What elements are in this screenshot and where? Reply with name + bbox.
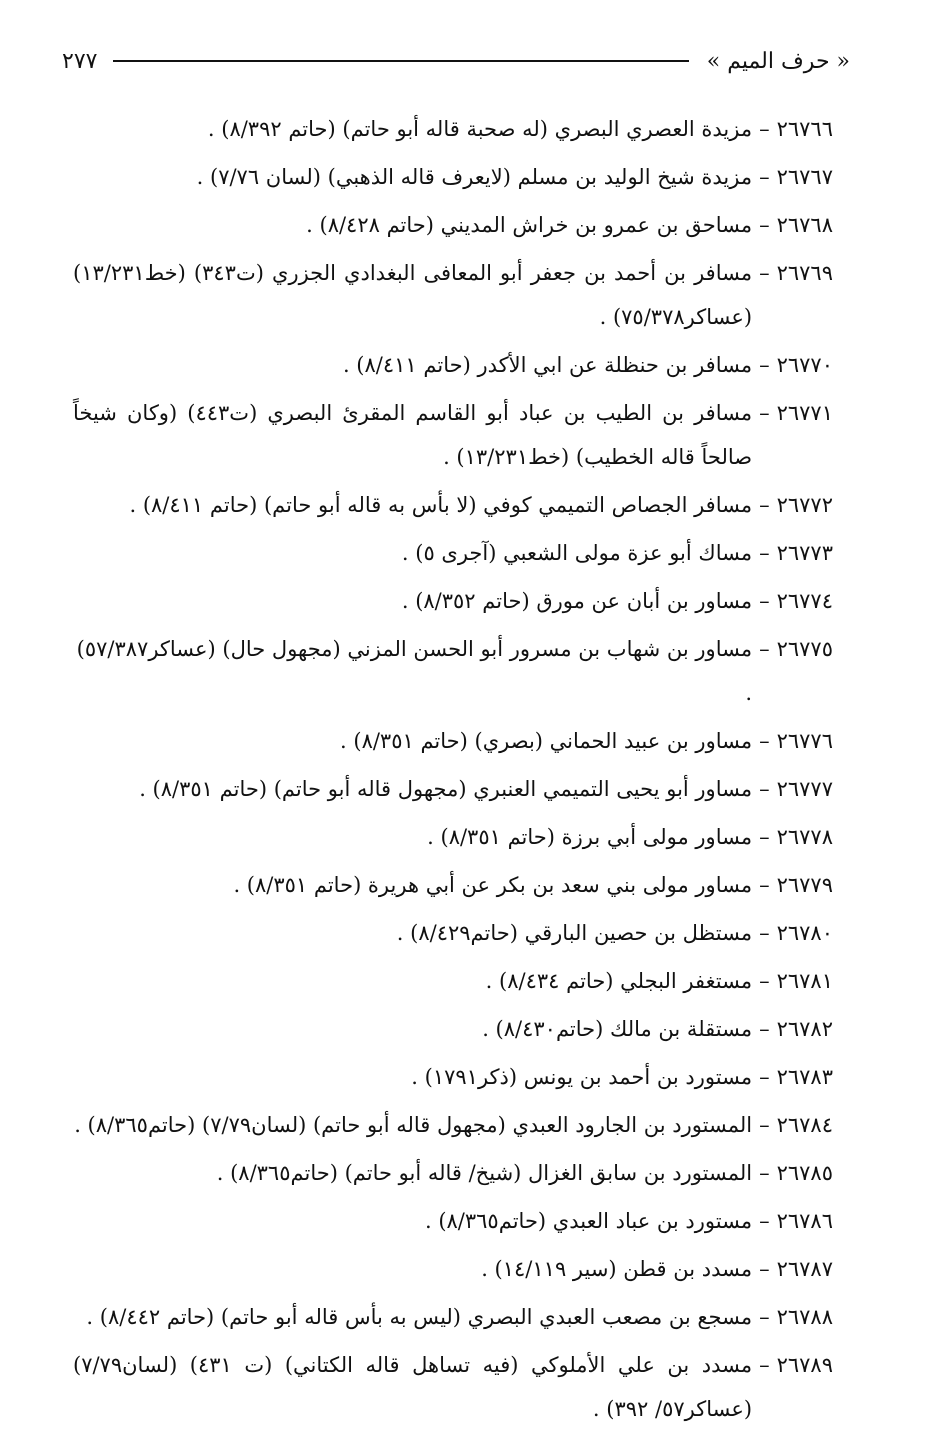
entry-dash: – [759,1113,770,1137]
entry-dash: – [759,261,770,285]
entry-text: مستغفر البجلي (حاتم ٨/٤٣٤) . [485,969,753,993]
entry-text: مسافر الجصاص التميمي كوفي (لا بأس به قاله أبو حاتم) (حاتم ٨/٤١١) . [129,493,753,517]
entry-number: ٢٦٧٨٧ [776,1257,833,1281]
page-number: ٢٧٧ [62,48,98,74]
entry-number: ٢٦٧٨٠ [776,921,833,945]
entry-number: ٢٦٧٧٩ [776,873,833,897]
entry-number: ٢٦٧٦٦ [776,117,833,141]
entry-text: مساور بن عبيد الحماني (بصري) (حاتم ٨/٣٥١) . [340,729,753,753]
entry-number: ٢٦٧٨٢ [776,1017,833,1041]
entry-dash: – [759,729,770,753]
entry [73,1204,833,1243]
entry-dash: – [759,1257,770,1281]
entry-number: ٢٦٧٨٩ [776,1353,833,1377]
entry-text: مزيدة شيخ الوليد بن مسلم (لايعرف قاله الذهبي) (لسان ٧/٧٦) . [196,165,753,189]
entry [73,1060,833,1099]
entry-number: ٢٦٧٧٧ [776,777,833,801]
entry-text: مساور بن شهاب بن مسرور أبو الحسن المزني (مجهول حال) (عساكر٥٧/٣٨٧) . [76,637,753,705]
entry-dash: – [759,1017,770,1041]
entry-number: ٢٦٧٨٦ [776,1209,833,1233]
entry [73,772,833,811]
entry-dash: – [759,213,770,237]
entry-text: مستورد بن أحمد بن يونس (ذكر١٧٩١) . [411,1065,753,1089]
entry [73,1252,833,1291]
entry-dash: – [759,921,770,945]
entry [73,1348,833,1431]
entry-text: مسدد بن قطن (سير ١٤/١١٩) . [481,1257,753,1281]
entry-dash: – [759,1209,770,1233]
entry-number: ٢٦٧٨١ [776,969,833,993]
entry-dash: – [759,1065,770,1089]
chapter-title: « حرف الميم » [706,48,850,74]
entry [73,256,833,339]
entry-number: ٢٦٧٧٦ [776,729,833,753]
entry-number: ٢٦٧٨٨ [776,1305,833,1329]
entry-number: ٢٦٧٧٨ [776,825,833,849]
entry-text: مسافر بن أحمد بن جعفر أبو المعافى البغدادي الجزري (ت٣٤٣) (خط١٣/٢٣١) (عساكر٧٥/٣٧٨) . [73,261,753,329]
entry-number: ٢٦٧٧٥ [776,637,833,661]
entry-dash: – [759,493,770,517]
entry-text: مسجع بن مصعب العبدي البصري (ليس به بأس قاله أبو حاتم) (حاتم ٨/٤٤٢) . [86,1305,753,1329]
entry-dash: – [759,1305,770,1329]
entry [73,1300,833,1339]
entry [73,724,833,763]
entry-dash: – [759,401,770,425]
entry-text: مساور بن أبان عن مورق (حاتم ٨/٣٥٢) . [401,589,753,613]
entry [73,160,833,199]
entry-number: ٢٦٧٨٥ [776,1161,833,1185]
entry-list [73,112,833,1440]
entry-text: مساور مولى بني سعد بن بكر عن أبي هريرة (حاتم ٨/٣٥١) . [233,873,753,897]
entry-number: ٢٦٧٧٤ [776,589,833,613]
entry-number: ٢٦٧٧١ [776,401,833,425]
entry-number: ٢٦٧٧٣ [776,541,833,565]
entry [73,488,833,527]
entry [73,348,833,387]
entry-dash: – [759,1353,770,1377]
entry-number: ٢٦٧٧٢ [776,493,833,517]
entry [73,208,833,247]
entry-number: ٢٦٧٨٣ [776,1065,833,1089]
entry [73,584,833,623]
entry [73,632,833,715]
entry-dash: – [759,637,770,661]
entry-text: المستورد بن سابق الغزال (شيخ/ قاله أبو حاتم) (حاتم٨/٣٦٥) . [216,1161,753,1185]
entry-dash: – [759,825,770,849]
entry-text: مساحق بن عمرو بن خراش المديني (حاتم ٨/٤٢٨) . [306,213,753,237]
entry [73,868,833,907]
entry-number: ٢٦٧٦٩ [776,261,833,285]
entry-number: ٢٦٧٧٠ [776,353,833,377]
entry-dash: – [759,873,770,897]
entry-dash: – [759,1161,770,1185]
entry [73,1012,833,1051]
entry-text: مساور مولى أبي برزة (حاتم ٨/٣٥١) . [427,825,753,849]
entry [73,1108,833,1147]
entry [73,536,833,575]
entry-number: ٢٦٧٦٨ [776,213,833,237]
entry-dash: – [759,777,770,801]
entry-text: مستورد بن عباد العبدي (حاتم٨/٣٦٥) . [424,1209,753,1233]
entry-text: مسافر بن حنظلة عن ابي الأكدر (حاتم ٨/٤١١) . [342,353,753,377]
entry [73,820,833,859]
page-header [62,44,850,78]
entry-text: مستقلة بن مالك (حاتم٨/٤٣٠) . [482,1017,753,1041]
entry-number: ٢٦٧٦٧ [776,165,833,189]
entry-dash: – [759,117,770,141]
entry-text: مسدد بن علي الأملوكي (فيه تساهل قاله الكتاني) (ت ٤٣١) (لسان٧/٧٩) (عساكر٥٧/ ٣٩٢) . [73,1353,753,1421]
entry [73,916,833,955]
entry-dash: – [759,165,770,189]
entry-dash: – [759,353,770,377]
entry-text: المستورد بن الجارود العبدي (مجهول قاله أبو حاتم) (لسان٧/٧٩) (حاتم٨/٣٦٥) . [74,1113,753,1137]
entry [73,396,833,479]
entry [73,112,833,151]
entry-text: مساور أبو يحيى التميمي العنبري (مجهول قاله أبو حاتم) (حاتم ٨/٣٥١) . [139,777,753,801]
entry [73,1156,833,1195]
entry [73,964,833,1003]
entry-text: مساك أبو عزة مولى الشعبي (آجرى ٥) . [401,541,753,565]
entry-dash: – [759,969,770,993]
entry-text: مسافر بن الطيب بن عباد أبو القاسم المقرئ البصري (ت٤٤٣) (وكان شيخاً صالحاً قاله الخطيب) (خط١٣/٢٣١) . [73,401,753,469]
entry-dash: – [759,541,770,565]
header-rule [113,60,688,62]
entry-text: مزيدة العصري البصري (له صحبة قاله أبو حاتم) (حاتم ٨/٣٩٢) . [207,117,753,141]
entry-dash: – [759,589,770,613]
entry-number: ٢٦٧٨٤ [776,1113,833,1137]
entry-text: مستظل بن حصين البارقي (حاتم٨/٤٢٩) . [396,921,753,945]
